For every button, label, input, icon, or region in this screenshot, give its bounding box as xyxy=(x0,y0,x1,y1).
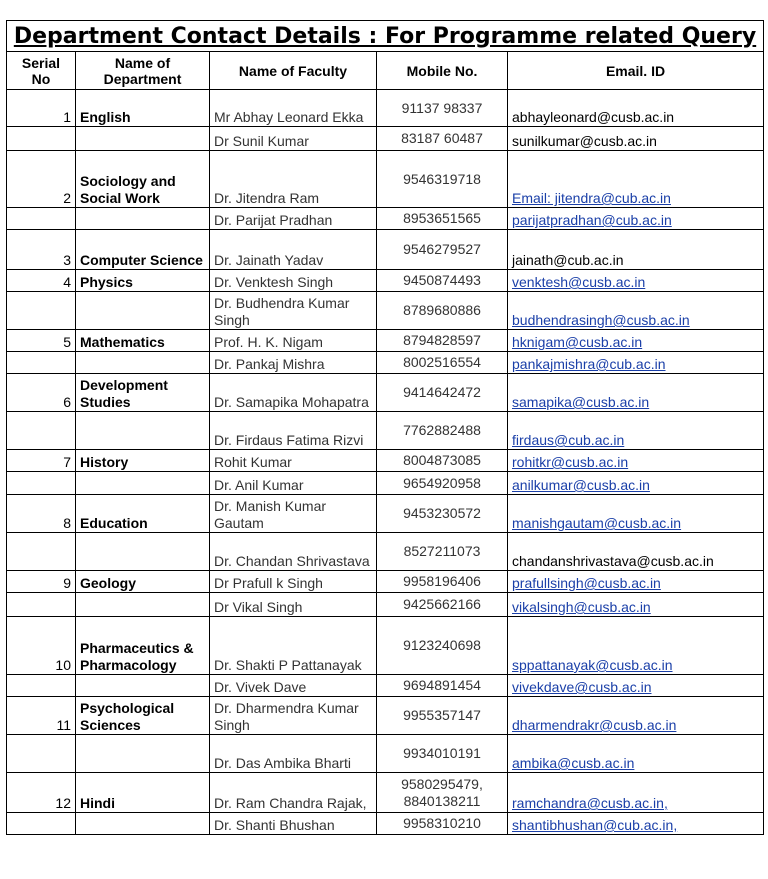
faculty-cell: Dr. Jitendra Ram xyxy=(210,151,377,208)
email-link[interactable]: manishgautam@cusb.ac.in xyxy=(512,515,682,531)
email-cell xyxy=(508,352,764,374)
department-cell xyxy=(76,208,210,230)
faculty-cell: Prof. H. K. Nigam xyxy=(210,330,377,352)
email-cell xyxy=(508,330,764,352)
department-cell xyxy=(76,472,210,495)
email-link[interactable]: vivekdave@cusb.ac.in xyxy=(512,679,652,695)
serial-cell: 2 xyxy=(7,151,76,208)
department-cell: Pharmaceutics & Pharmacology xyxy=(76,617,210,675)
table-row xyxy=(7,472,764,495)
serial-cell: 7 xyxy=(7,450,76,472)
serial-cell xyxy=(7,472,76,495)
department-cell: English xyxy=(76,90,210,127)
mobile-cell: 8527211073 xyxy=(377,533,508,571)
department-cell xyxy=(76,352,210,374)
faculty-cell: Dr. Vivek Dave xyxy=(210,675,377,697)
table-row xyxy=(7,675,764,697)
email-link[interactable]: samapika@cusb.ac.in xyxy=(512,394,650,410)
serial-cell xyxy=(7,352,76,374)
faculty-cell: Dr. Firdaus Fatima Rizvi xyxy=(210,412,377,450)
faculty-cell: Dr. Chandan Shrivastava xyxy=(210,533,377,571)
table-row xyxy=(7,352,764,374)
department-cell xyxy=(76,412,210,450)
serial-cell: 3 xyxy=(7,230,76,270)
mobile-cell: 9450874493 xyxy=(377,270,508,292)
email-cell xyxy=(508,374,764,412)
mobile-cell: 9654920958 xyxy=(377,472,508,495)
serial-cell xyxy=(7,813,76,835)
table-body xyxy=(7,90,764,835)
faculty-cell: Dr. Pankaj Mishra xyxy=(210,352,377,374)
email-link[interactable]: pankajmishra@cub.ac.in xyxy=(512,356,666,372)
mobile-cell: 8002516554 xyxy=(377,352,508,374)
email-cell xyxy=(508,697,764,735)
serial-cell: 11 xyxy=(7,697,76,735)
mobile-cell: 8004873085 xyxy=(377,450,508,472)
mobile-cell: 9414642472 xyxy=(377,374,508,412)
email-cell xyxy=(508,151,764,208)
serial-cell xyxy=(7,292,76,330)
email-cell xyxy=(508,675,764,697)
header-faculty: Name of Faculty xyxy=(210,52,377,90)
email-cell xyxy=(508,230,764,270)
faculty-cell: Dr. Shakti P Pattanayak xyxy=(210,617,377,675)
mobile-cell: 9425662166 xyxy=(377,593,508,617)
email-cell xyxy=(508,270,764,292)
email-link[interactable]: ambika@cusb.ac.in xyxy=(512,755,635,771)
table-row xyxy=(7,374,764,412)
email-link[interactable]: vikalsingh@cusb.ac.in xyxy=(512,599,651,615)
email-cell xyxy=(508,90,764,127)
email-link[interactable]: hknigam@cusb.ac.in xyxy=(512,334,643,350)
department-cell: Education xyxy=(76,495,210,533)
faculty-cell: Dr Sunil Kumar xyxy=(210,127,377,151)
faculty-cell: Dr. Parijat Pradhan xyxy=(210,208,377,230)
serial-cell xyxy=(7,593,76,617)
contact-sheet xyxy=(6,20,763,835)
table-row xyxy=(7,330,764,352)
page-title: Department Contact Details : For Programme related Query xyxy=(7,21,764,52)
department-cell: Geology xyxy=(76,571,210,593)
table-row xyxy=(7,617,764,675)
header-department: Name of Department xyxy=(76,52,210,90)
table-row xyxy=(7,697,764,735)
header-mobile: Mobile No. xyxy=(377,52,508,90)
mobile-cell: 8794828597 xyxy=(377,330,508,352)
serial-cell xyxy=(7,127,76,151)
email-cell xyxy=(508,593,764,617)
table-row xyxy=(7,533,764,571)
email-link[interactable]: parijatpradhan@cub.ac.in xyxy=(512,212,672,228)
table-row xyxy=(7,495,764,533)
table-row xyxy=(7,208,764,230)
faculty-cell: Dr. Jainath Yadav xyxy=(210,230,377,270)
email-link[interactable]: Email: jitendra@cub.ac.in xyxy=(512,190,671,206)
serial-cell: 9 xyxy=(7,571,76,593)
email-link[interactable]: dharmendrakr@cusb.ac.in xyxy=(512,717,677,733)
faculty-cell: Dr. Anil Kumar xyxy=(210,472,377,495)
mobile-cell: 9546319718 xyxy=(377,151,508,208)
mobile-cell: 8789680886 xyxy=(377,292,508,330)
serial-cell: 10 xyxy=(7,617,76,675)
faculty-cell: Dr. Das Ambika Bharti xyxy=(210,735,377,773)
email-cell xyxy=(508,127,764,151)
email-cell xyxy=(508,571,764,593)
department-cell xyxy=(76,735,210,773)
email-cell xyxy=(508,450,764,472)
serial-cell xyxy=(7,412,76,450)
mobile-cell: 9958196406 xyxy=(377,571,508,593)
faculty-cell: Dr. Samapika Mohapatra xyxy=(210,374,377,412)
header-row xyxy=(7,52,764,90)
table-row xyxy=(7,735,764,773)
table-row xyxy=(7,773,764,813)
faculty-cell: Mr Abhay Leonard Ekka xyxy=(210,90,377,127)
email-cell xyxy=(508,773,764,813)
mobile-cell: 9934010191 xyxy=(377,735,508,773)
table-row xyxy=(7,412,764,450)
email-link[interactable]: budhendrasingh@cusb.ac.in xyxy=(512,312,690,328)
header-serial: Serial No xyxy=(7,52,76,90)
faculty-cell: Dr. Budhendra Kumar Singh xyxy=(210,292,377,330)
department-cell xyxy=(76,533,210,571)
serial-cell: 5 xyxy=(7,330,76,352)
faculty-cell: Dr. Dharmendra Kumar Singh xyxy=(210,697,377,735)
email-link[interactable]: anilkumar@cusb.ac.in xyxy=(512,477,650,493)
email-link[interactable]: venktesh@cusb.ac.in xyxy=(512,274,646,290)
email-text: chandanshrivastava@cusb.ac.in xyxy=(512,553,714,569)
email-link[interactable]: ramchandra@cusb.ac.in, xyxy=(512,795,668,811)
mobile-cell: 9958310210 xyxy=(377,813,508,835)
email-cell xyxy=(508,208,764,230)
email-cell xyxy=(508,495,764,533)
email-text: jainath@cub.ac.in xyxy=(512,252,624,268)
table-row xyxy=(7,292,764,330)
mobile-cell: 9546279527 xyxy=(377,230,508,270)
email-cell xyxy=(508,617,764,675)
department-cell: Psychological Sciences xyxy=(76,697,210,735)
email-text: abhayleonard@cusb.ac.in xyxy=(512,109,675,125)
mobile-cell: 9694891454 xyxy=(377,675,508,697)
email-cell xyxy=(508,813,764,835)
department-cell xyxy=(76,127,210,151)
mobile-cell: 7762882488 xyxy=(377,412,508,450)
email-cell xyxy=(508,412,764,450)
mobile-cell: 9580295479, 8840138211 xyxy=(377,773,508,813)
department-cell: Hindi xyxy=(76,773,210,813)
table-row xyxy=(7,593,764,617)
faculty-cell: Dr. Venktesh Singh xyxy=(210,270,377,292)
faculty-cell: Dr. Manish Kumar Gautam xyxy=(210,495,377,533)
serial-cell: 4 xyxy=(7,270,76,292)
email-link[interactable]: prafullsingh@cusb.ac.in xyxy=(512,575,661,591)
email-cell xyxy=(508,735,764,773)
mobile-cell: 91137 98337 xyxy=(377,90,508,127)
serial-cell: 8 xyxy=(7,495,76,533)
serial-cell: 6 xyxy=(7,374,76,412)
department-cell: Sociology and Social Work xyxy=(76,151,210,208)
table-row xyxy=(7,571,764,593)
department-cell: Physics xyxy=(76,270,210,292)
email-link[interactable]: rohitkr@cusb.ac.in xyxy=(512,454,629,470)
mobile-cell: 9123240698 xyxy=(377,617,508,675)
email-cell xyxy=(508,292,764,330)
mobile-cell: 9453230572 xyxy=(377,495,508,533)
department-cell xyxy=(76,675,210,697)
serial-cell: 12 xyxy=(7,773,76,813)
email-link[interactable]: shantibhushan@cub.ac.in, xyxy=(512,817,678,833)
email-text: sunilkumar@cusb.ac.in xyxy=(512,133,657,149)
table-row xyxy=(7,127,764,151)
mobile-cell: 9955357147 xyxy=(377,697,508,735)
contact-table xyxy=(6,20,764,835)
serial-cell xyxy=(7,533,76,571)
email-cell xyxy=(508,533,764,571)
department-cell: Computer Science xyxy=(76,230,210,270)
table-row xyxy=(7,270,764,292)
faculty-cell: Rohit Kumar xyxy=(210,450,377,472)
department-cell xyxy=(76,593,210,617)
department-cell: Development Studies xyxy=(76,374,210,412)
faculty-cell: Dr Vikal Singh xyxy=(210,593,377,617)
table-row xyxy=(7,151,764,208)
table-row xyxy=(7,230,764,270)
header-email: Email. ID xyxy=(508,52,764,90)
serial-cell xyxy=(7,208,76,230)
serial-cell xyxy=(7,675,76,697)
mobile-cell: 8953651565 xyxy=(377,208,508,230)
department-cell: History xyxy=(76,450,210,472)
table-row xyxy=(7,813,764,835)
table-row xyxy=(7,90,764,127)
department-cell: Mathematics xyxy=(76,330,210,352)
department-cell xyxy=(76,813,210,835)
table-row xyxy=(7,450,764,472)
email-cell xyxy=(508,472,764,495)
faculty-cell: Dr Prafull k Singh xyxy=(210,571,377,593)
department-cell xyxy=(76,292,210,330)
title-row xyxy=(7,21,764,52)
serial-cell: 1 xyxy=(7,90,76,127)
email-link[interactable]: firdaus@cub.ac.in xyxy=(512,432,625,448)
mobile-cell: 83187 60487 xyxy=(377,127,508,151)
faculty-cell: Dr. Ram Chandra Rajak, xyxy=(210,773,377,813)
serial-cell xyxy=(7,735,76,773)
faculty-cell: Dr. Shanti Bhushan xyxy=(210,813,377,835)
email-link[interactable]: sppattanayak@cusb.ac.in xyxy=(512,657,673,673)
